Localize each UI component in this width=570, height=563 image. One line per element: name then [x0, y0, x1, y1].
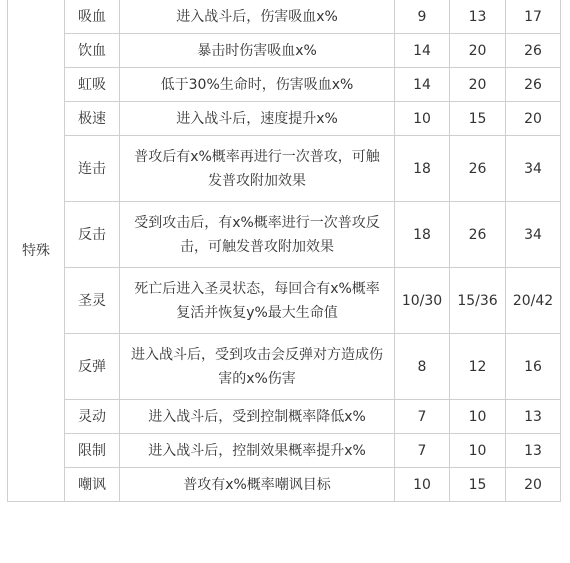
skill-desc: 进入战斗后，受到攻击会反弹对方造成伤害的x%伤害: [120, 334, 395, 400]
skill-name: 限制: [65, 434, 120, 468]
skill-name: 连击: [65, 136, 120, 202]
table-row: [8, 468, 561, 502]
table-row: [8, 68, 561, 102]
skill-desc: 普攻有x%概率嘲讽目标: [120, 468, 395, 502]
value-2: 10: [450, 400, 506, 434]
skill-desc: 进入战斗后，受到控制概率降低x%: [120, 400, 395, 434]
skill-name: 反击: [65, 202, 120, 268]
value-2: 10: [450, 434, 506, 468]
skill-name: 反弹: [65, 334, 120, 400]
skill-name: 吸血: [65, 0, 120, 34]
value-1: 9: [395, 0, 450, 34]
value-1: 18: [395, 136, 450, 202]
value-1: 10/30: [395, 268, 450, 334]
skill-name: 极速: [65, 102, 120, 136]
value-2: 26: [450, 202, 506, 268]
table-row: [8, 136, 561, 202]
value-3: 34: [506, 202, 561, 268]
category-cell: 特殊: [8, 0, 65, 502]
table-row: [8, 268, 561, 334]
value-2: 12: [450, 334, 506, 400]
skill-name: 嘲讽: [65, 468, 120, 502]
value-1: 10: [395, 102, 450, 136]
skill-desc: 进入战斗后，伤害吸血x%: [120, 0, 395, 34]
value-2: 15: [450, 102, 506, 136]
value-3: 34: [506, 136, 561, 202]
value-2: 13: [450, 0, 506, 34]
skill-desc: 进入战斗后，控制效果概率提升x%: [120, 434, 395, 468]
value-3: 13: [506, 400, 561, 434]
value-3: 17: [506, 0, 561, 34]
value-1: 7: [395, 400, 450, 434]
value-1: 7: [395, 434, 450, 468]
table-row: [8, 0, 561, 34]
skill-desc: 受到攻击后，有x%概率进行一次普攻反击，可触发普攻附加效果: [120, 202, 395, 268]
table-row: [8, 202, 561, 268]
value-3: 20: [506, 102, 561, 136]
value-3: 13: [506, 434, 561, 468]
skill-desc: 低于30%生命时，伤害吸血x%: [120, 68, 395, 102]
skill-name: 圣灵: [65, 268, 120, 334]
skill-desc: 进入战斗后，速度提升x%: [120, 102, 395, 136]
value-1: 8: [395, 334, 450, 400]
value-1: 14: [395, 68, 450, 102]
table-row: [8, 34, 561, 68]
value-3: 26: [506, 68, 561, 102]
skill-desc: 普攻后有x%概率再进行一次普攻，可触发普攻附加效果: [120, 136, 395, 202]
table-row: [8, 102, 561, 136]
value-3: 16: [506, 334, 561, 400]
value-2: 20: [450, 68, 506, 102]
skill-name: 饮血: [65, 34, 120, 68]
skill-desc: 死亡后进入圣灵状态，每回合有x%概率复活并恢复y%最大生命值: [120, 268, 395, 334]
skills-table-wrapper: [7, 0, 561, 502]
value-1: 18: [395, 202, 450, 268]
skill-name: 灵动: [65, 400, 120, 434]
value-2: 20: [450, 34, 506, 68]
skill-desc: 暴击时伤害吸血x%: [120, 34, 395, 68]
value-2: 26: [450, 136, 506, 202]
table-row: [8, 334, 561, 400]
table-row: [8, 434, 561, 468]
value-3: 20/42: [506, 268, 561, 334]
value-1: 10: [395, 468, 450, 502]
value-2: 15: [450, 468, 506, 502]
value-3: 20: [506, 468, 561, 502]
skills-table: [7, 0, 561, 502]
value-2: 15/36: [450, 268, 506, 334]
value-3: 26: [506, 34, 561, 68]
skill-name: 虹吸: [65, 68, 120, 102]
value-1: 14: [395, 34, 450, 68]
table-row: [8, 400, 561, 434]
